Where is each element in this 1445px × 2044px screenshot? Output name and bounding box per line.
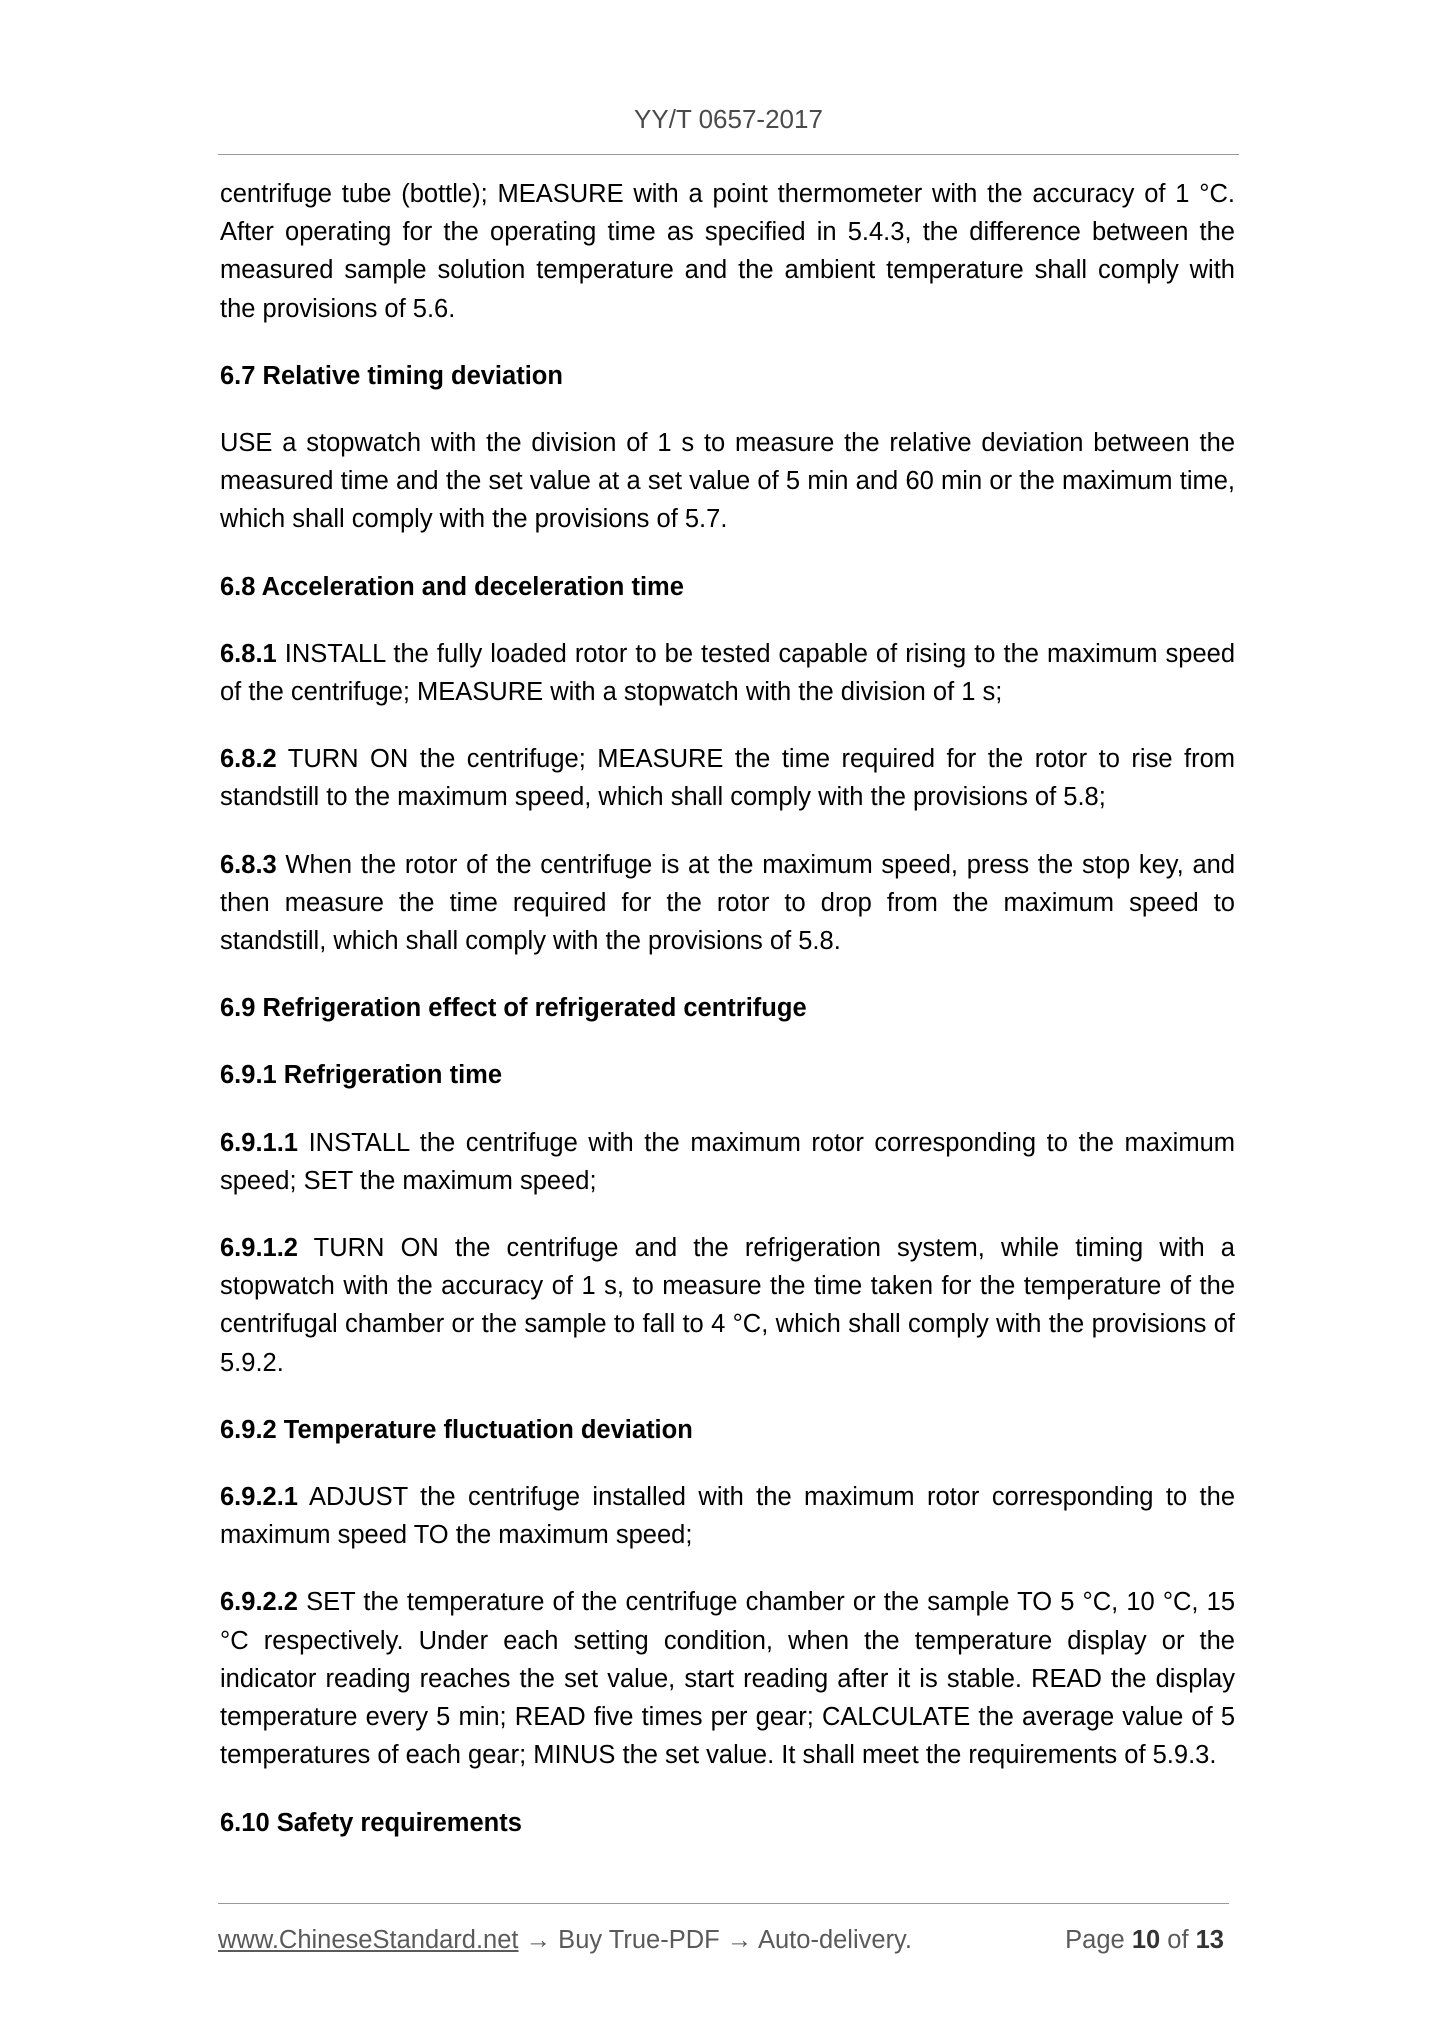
- heading-6-7: 6.7 Relative timing deviation: [220, 361, 563, 390]
- page-footer: [218, 1923, 1229, 1957]
- clause-number: 6.8.3: [220, 850, 277, 879]
- paragraph-6-8-2: [220, 740, 1235, 816]
- paragraph-6-9-1-1: [220, 1124, 1235, 1200]
- website-link[interactable]: www.ChineseStandard.net: [218, 1926, 519, 1954]
- heading-6-8: 6.8 Acceleration and deceleration time: [220, 572, 684, 601]
- paragraph-6-9-2-2: [220, 1583, 1235, 1774]
- paragraph-6-8-1: [220, 635, 1235, 711]
- clause-number: 6.8.2: [220, 745, 277, 774]
- page-number: [1065, 1923, 1224, 1957]
- page-label: Page: [1065, 1926, 1132, 1954]
- heading-6-9-1: 6.9.1 Refrigeration time: [220, 1061, 503, 1090]
- clause-text: TURN ON the centrifuge; MEASURE the time required for the rotor to rise from standstill to the maximum speed, which shall comply with the provisions of 5.8;: [220, 745, 1235, 812]
- heading-6-9: 6.9 Refrigeration effect of refrigerated centrifuge: [220, 994, 807, 1023]
- clause-number: 6.8.1: [220, 639, 277, 668]
- footer-divider: [218, 1903, 1229, 1904]
- clause-number: 6.9.2.1: [220, 1483, 298, 1512]
- clause-text: When the rotor of the centrifuge is at the maximum speed, press the stop key, and then measure the time required for the rotor to drop from the maximum speed to standstill, which shall comply with the provisions of 5.8.: [220, 850, 1235, 956]
- heading-6-10: 6.10 Safety requirements: [220, 1808, 522, 1837]
- page-total: 13: [1195, 1926, 1224, 1954]
- paragraph-6-9-2-1: [220, 1478, 1235, 1554]
- page-current: 10: [1131, 1926, 1161, 1954]
- clause-text: TURN ON the centrifuge and the refrigeration system, while timing with a stopwatch with the accuracy of 1 s, to measure the time taken for the temperature of the centrifugal chamber or the sample to fall to 4 °C, which shall comply with the provisions of 5.9.2.: [220, 1234, 1235, 1377]
- clause-text: INSTALL the fully loaded rotor to be tested capable of rising to the maximum speed of the centrifuge; MEASURE with a stopwatch with the division of 1 s;: [220, 639, 1235, 707]
- clause-number: 6.9.2.2: [220, 1588, 298, 1617]
- paragraph-6-9-1-2: [220, 1229, 1235, 1382]
- clause-text: SET the temperature of the centrifuge chamber or the sample TO 5 °C, 10 °C, 15 °C respectively. Under each setting condition, when the temperature display or the indicator reading reaches the set value, start reading after it is stable. READ the display temperature every 5 min; READ five times per gear; CALCULATE the average value of 5 temperatures of each gear; MINUS the set value. It shall meet the requirements of 5.9.3.: [220, 1588, 1235, 1770]
- promo-text: → Buy True-PDF → Auto-delivery.: [518, 1926, 912, 1954]
- paragraph-6-7: USE a stopwatch with the division of 1 s to measure the relative deviation between the measured time and the set value at a set value of 5 min and 60 min or the maximum time, which shall comply with the provisions of 5.7.: [220, 429, 1235, 534]
- heading-6-9-2: 6.9.2 Temperature fluctuation deviation: [220, 1415, 693, 1444]
- header-divider: [218, 154, 1239, 155]
- clause-text: ADJUST the centrifuge installed with the maximum rotor corresponding to the maximum speed TO the maximum speed;: [220, 1483, 1235, 1550]
- paragraph-6-8-3: [220, 846, 1235, 961]
- clause-text: INSTALL the centrifuge with the maximum rotor corresponding to the maximum speed; SET the maximum speed;: [220, 1128, 1235, 1195]
- paragraph-intro: centrifuge tube (bottle); MEASURE with a point thermometer with the accuracy of 1 °C. After operating for the operating time as specified in 5.4.3, the difference between the measured sample solution temperature and the ambient temperature shall comply with the provisions of 5.6.: [220, 180, 1235, 323]
- clause-number: 6.9.1.2: [220, 1234, 298, 1263]
- page-of: of: [1160, 1926, 1196, 1954]
- clause-number: 6.9.1.1: [220, 1128, 298, 1157]
- document-header: YY/T 0657-2017: [634, 104, 823, 134]
- document-body: [220, 175, 1235, 1871]
